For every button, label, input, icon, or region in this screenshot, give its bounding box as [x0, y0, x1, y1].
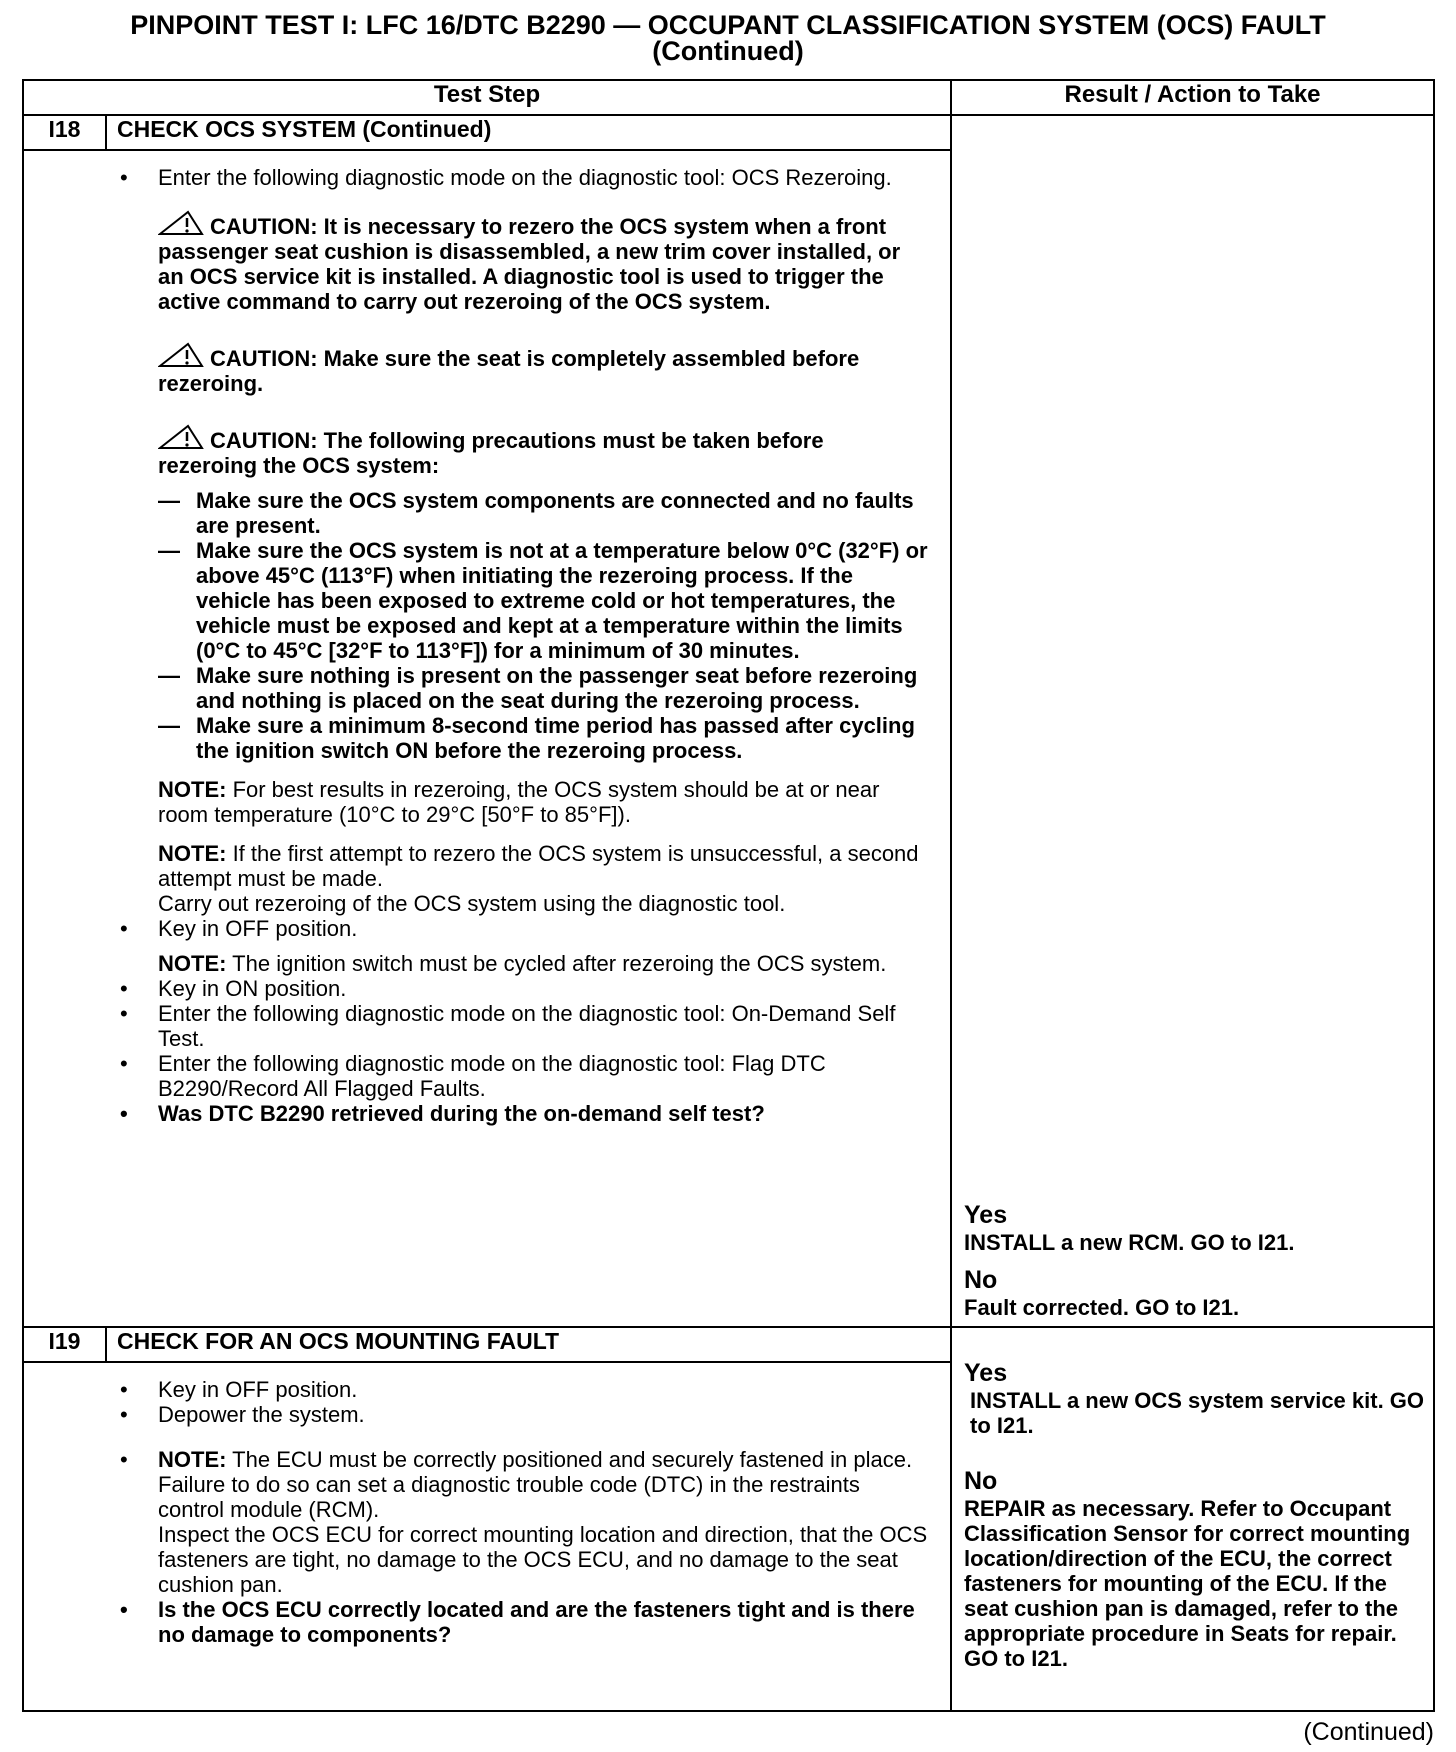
- step-i19-title-row: [23, 1327, 1434, 1362]
- list-item: • Key in OFF position.: [120, 916, 358, 941]
- title-line-2: (Continued): [652, 36, 804, 66]
- step-i19-result-cell: [951, 1327, 1434, 1711]
- column-header-result: Result / Action to Take: [951, 80, 1434, 115]
- step-i18-yes-action: INSTALL a new RCM. GO to I21.: [964, 1230, 1295, 1255]
- pinpoint-test-table: [22, 79, 1435, 1712]
- note-2: NOTE: If the first attempt to rezero the OCS system is unsuccessful, a second attempt must be made.: [158, 841, 919, 891]
- table-header-row: [23, 80, 1434, 115]
- column-header-test-step: Test Step: [23, 80, 951, 115]
- caution-note-1: CAUTION: It is necessary to rezero the OCS system when a front passenger seat cushion is disassembled, a new trim cover installed, or an OCS service kit is installed. A diagnostic tool is used to trigger the active command to carry out rezeroing of the OCS system.: [24, 210, 928, 314]
- warning-triangle-icon: [158, 210, 204, 236]
- step-i19-title: CHECK FOR AN OCS MOUNTING FAULT: [106, 1327, 951, 1362]
- list-item: • NOTE: The ECU must be correctly positioned and securely fastened in place. Failure to do so can set a diagnostic trouble code (DTC) in the restraints control module (RCM).: [120, 1447, 913, 1522]
- precaution-item: — Make sure the OCS system components are connected and no faults are present.: [158, 488, 914, 538]
- warning-triangle-icon: [158, 424, 204, 450]
- step-i19-question: • Is the OCS ECU correctly located and are the fasteners tight and is there no damage to components?: [120, 1597, 915, 1647]
- precaution-item: — Make sure nothing is present on the passenger seat before rezeroing and nothing is placed on the seat during the rezeroing process.: [158, 663, 918, 713]
- step-i18-result-cell: [951, 115, 1434, 1327]
- continued-footer: (Continued): [1303, 1718, 1434, 1746]
- inspect-instruction: Inspect the OCS ECU for correct mounting location and direction, that the OCS fasteners are tight, no damage to the OCS ECU, and no damage to the seat cushion pan.: [158, 1522, 928, 1597]
- step-i18-yes-label: Yes: [964, 1201, 1008, 1229]
- precaution-item: — Make sure a minimum 8-second time period has passed after cycling the ignition switch ON before the rezeroing process.: [158, 713, 915, 763]
- list-item: • Enter the following diagnostic mode on the diagnostic tool: On-Demand Self Test.: [120, 1001, 896, 1051]
- step-i19-yes-label: Yes: [964, 1359, 1008, 1387]
- list-item: • Enter the following diagnostic mode on the diagnostic tool: OCS Rezeroing.: [120, 165, 892, 190]
- caution-note-3: CAUTION: The following precautions must be taken before rezeroing the OCS system:: [24, 424, 928, 478]
- step-i18-title: CHECK OCS SYSTEM (Continued): [106, 115, 951, 150]
- note-3: NOTE: The ignition switch must be cycled after rezeroing the OCS system.: [158, 951, 887, 976]
- step-i19-yes-action: INSTALL a new OCS system service kit. GO to I21.: [970, 1388, 1425, 1438]
- step-i18-body: [23, 150, 951, 1327]
- note-1: NOTE: For best results in rezeroing, the OCS system should be at or near room temperature (10°C to 29°C [50°F to 85°F]).: [158, 777, 880, 827]
- carry-out-instruction: Carry out rezeroing of the OCS system using the diagnostic tool.: [158, 891, 786, 916]
- page-title: [0, 12, 1456, 64]
- warning-triangle-icon: [158, 342, 204, 368]
- step-i19-body: [23, 1362, 951, 1711]
- step-i18-number: I18: [23, 115, 106, 150]
- step-i19-number: I19: [23, 1327, 106, 1362]
- caution-note-2: CAUTION: Make sure the seat is completely assembled before rezeroing.: [24, 342, 928, 396]
- step-i18-no-label: No: [964, 1266, 998, 1294]
- list-item: • Key in ON position.: [120, 976, 347, 1001]
- step-i18-question: • Was DTC B2290 retrieved during the on-demand self test?: [120, 1101, 765, 1126]
- precaution-item: — Make sure the OCS system is not at a temperature below 0°C (32°F) or above 45°C (113°F) when initiating the rezeroing process. If the vehicle has been exposed to extreme cold or hot temperatures, the vehicle must be exposed and kept at a temperature within the limits (0°C to 45°C [32°F to 113°F]) for a minimum of 30 minutes.: [158, 538, 928, 663]
- step-i18-title-row: [23, 115, 1434, 150]
- list-item: • Enter the following diagnostic mode on the diagnostic tool: Flag DTC B2290/Record All Flagged Faults.: [120, 1051, 826, 1101]
- step-i19-no-action: REPAIR as necessary. Refer to Occupant Classification Sensor for correct mounting location/direction of the ECU, the correct fasteners for mounting of the ECU. If the seat cushion pan is damaged, refer to the appropriate procedure in Seats for repair. GO to I21.: [964, 1496, 1411, 1671]
- list-item: • Key in OFF position.: [120, 1377, 358, 1402]
- step-i18-no-action: Fault corrected. GO to I21.: [964, 1295, 1240, 1320]
- list-item: • Depower the system.: [120, 1402, 365, 1427]
- step-i19-no-label: No: [964, 1467, 998, 1495]
- title-line-1: PINPOINT TEST I: LFC 16/DTC B2290 — OCCUPANT CLASSIFICATION SYSTEM (OCS) FAULT: [130, 10, 1326, 40]
